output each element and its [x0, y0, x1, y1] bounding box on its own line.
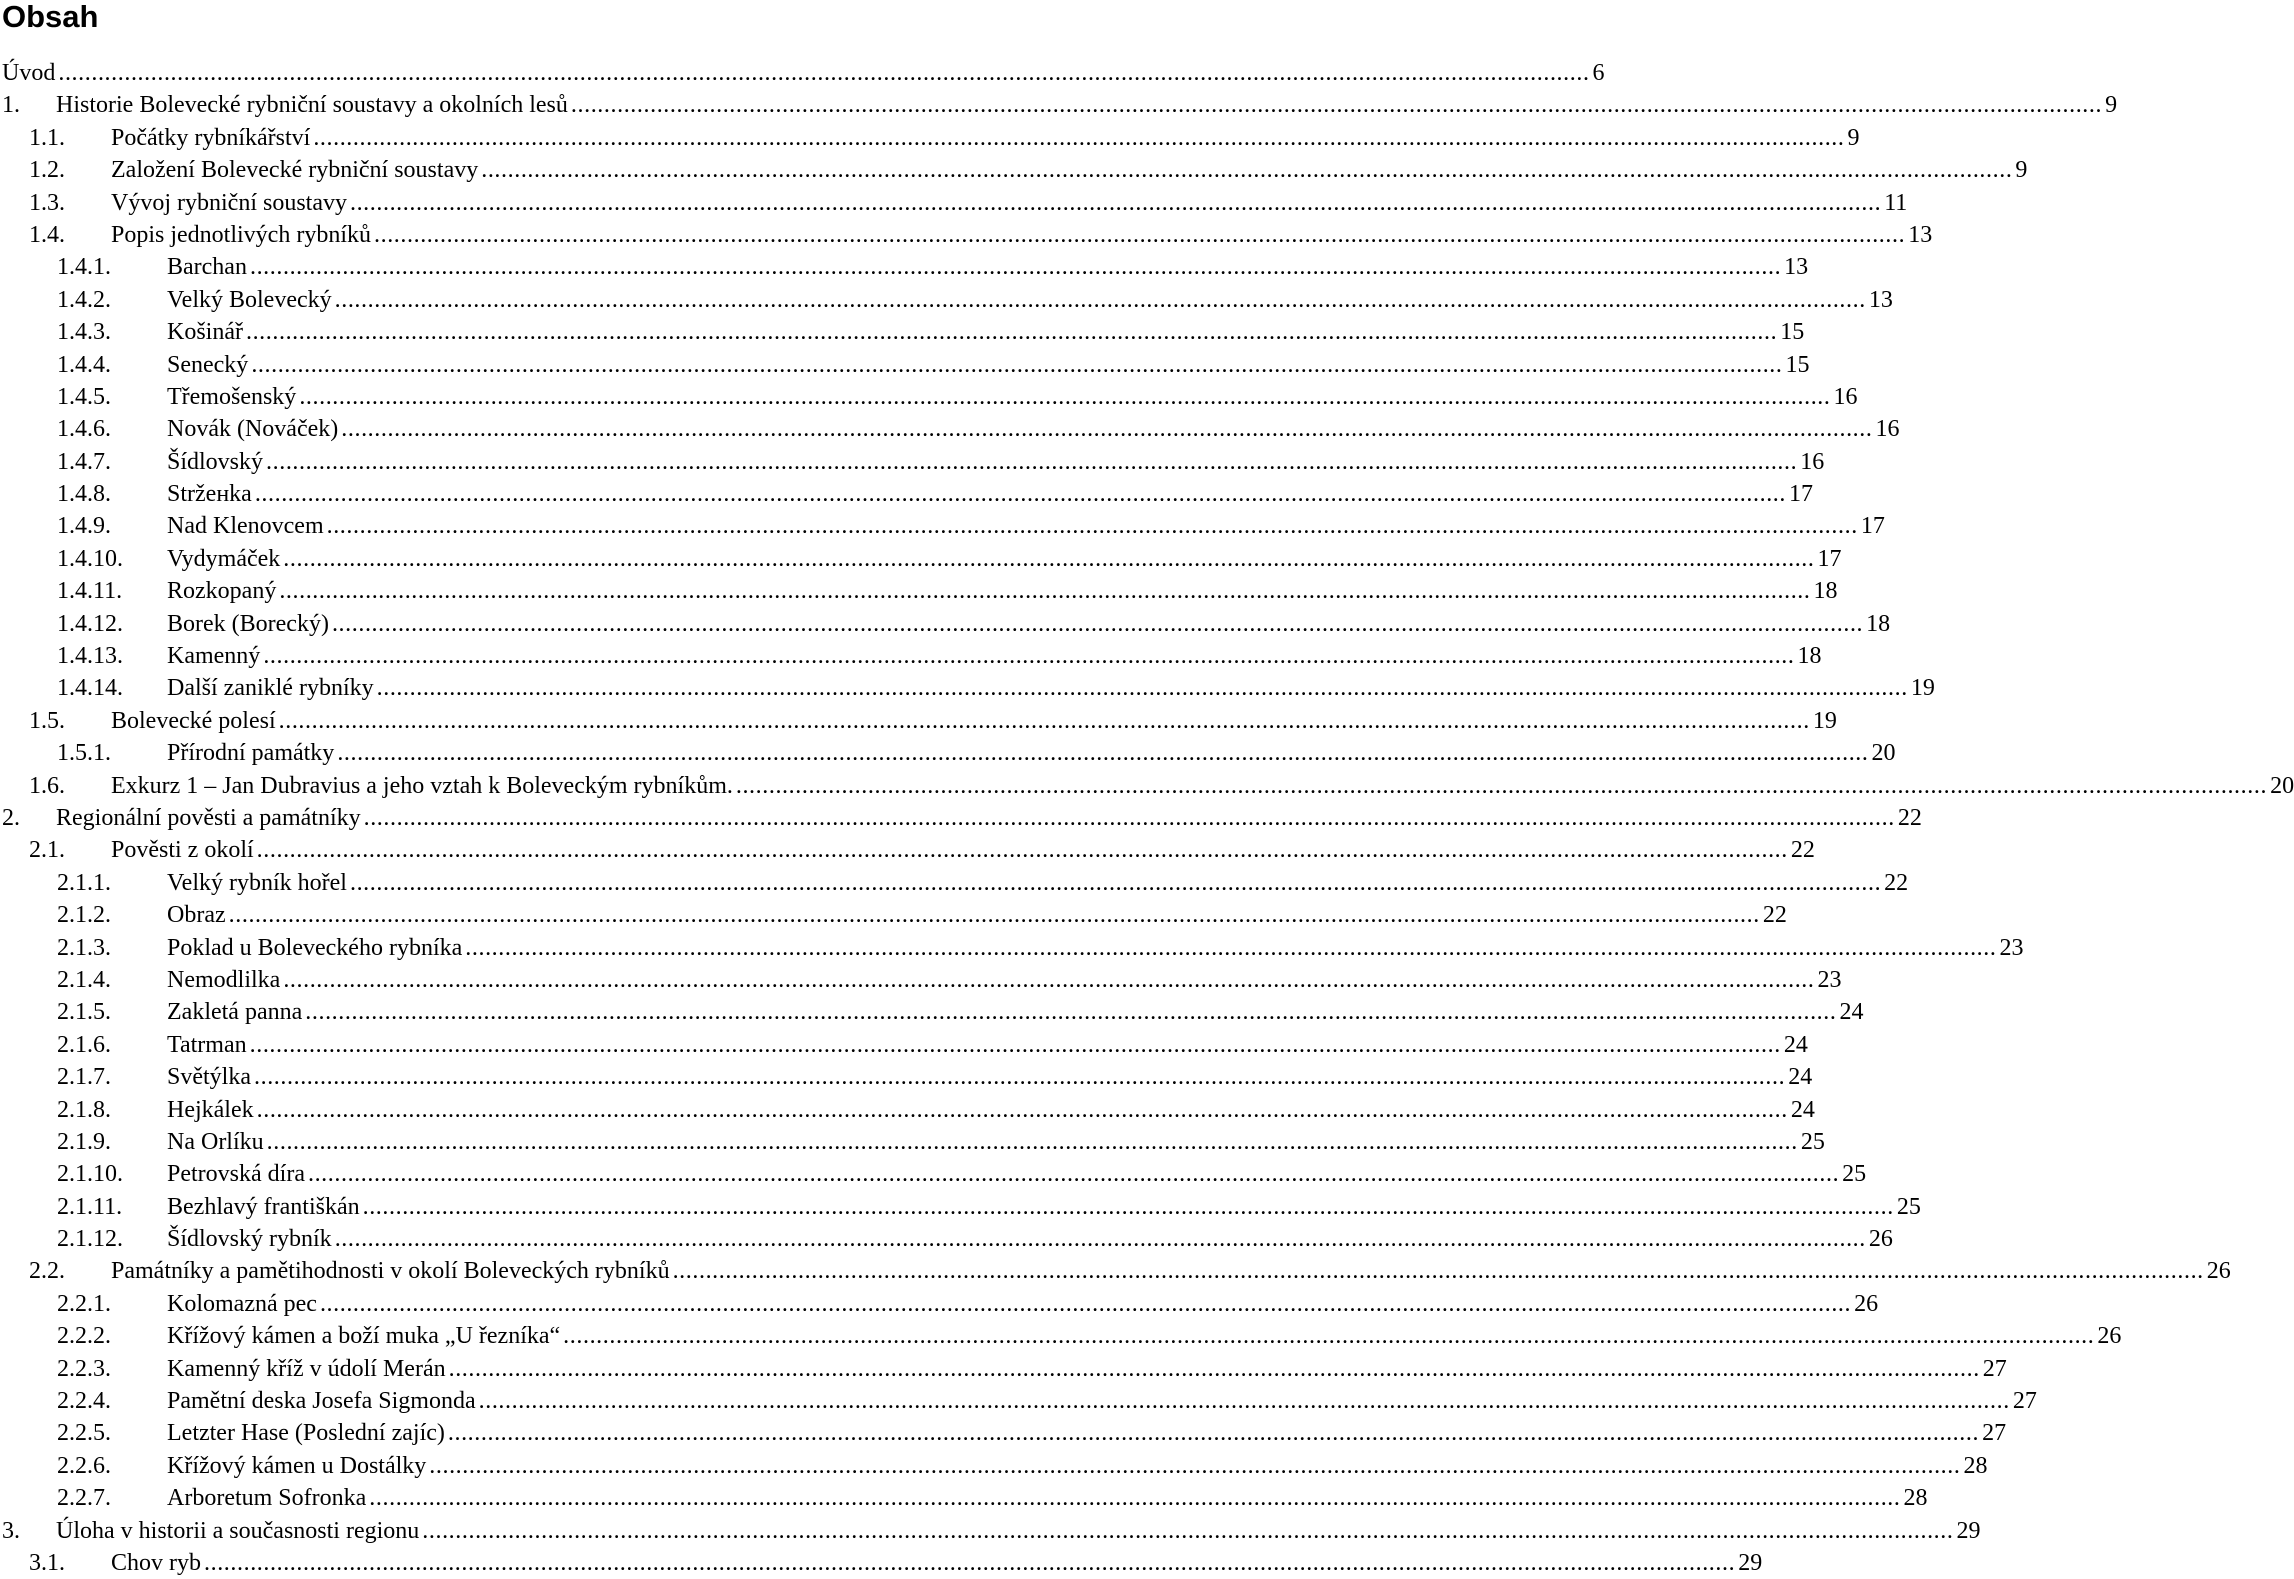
- toc-entry-leader: [111, 1547, 1763, 1579]
- toc-entry-leader: [111, 770, 2294, 802]
- toc-entry-leader: [167, 1417, 2007, 1449]
- toc-entry[interactable]: [0, 1353, 2007, 1385]
- toc-entry-title: Poklad u Boleveckého rybníka: [167, 934, 463, 961]
- dot-leader: ........................................................................................................................................................................................................................................: [283, 966, 1815, 993]
- toc-entry-title: Pověsti z okolí: [111, 837, 254, 864]
- toc-entry-title: Novák (Nováček): [167, 416, 339, 443]
- toc-entry-title: Popis jednotlivých rybníků: [111, 221, 371, 248]
- toc-entry-title: Křížový kámen u Dostálky: [167, 1452, 427, 1479]
- toc-entry-leader: [111, 219, 1933, 251]
- toc-entry-title: Přírodní památky: [167, 740, 335, 767]
- toc-entry-page: 25: [1842, 1161, 1867, 1188]
- toc-entry-number: 2.1.2.: [57, 902, 111, 929]
- toc-entry-page: 9: [2105, 92, 2118, 119]
- toc-entry-page: 17: [1860, 513, 1885, 540]
- toc-entry-leader: [167, 284, 1893, 316]
- toc-entry-number: 1.: [2, 92, 20, 119]
- toc-entry-leader: [2, 57, 1605, 89]
- toc-entry-leader: [167, 1191, 1921, 1223]
- toc-entry[interactable]: [0, 251, 1809, 283]
- dot-leader: ........................................................................................................................................................................................................................................: [447, 1420, 1980, 1447]
- toc-entry[interactable]: [0, 1158, 1867, 1190]
- toc-entry[interactable]: [0, 1255, 2231, 1287]
- toc-entry[interactable]: [0, 1094, 1815, 1126]
- dot-leader: ........................................................................................................................................................................................................................................: [263, 643, 1795, 670]
- dot-leader: ........................................................................................................................................................................................................................................: [341, 416, 1873, 443]
- toc-entry-leader: [167, 1061, 1813, 1093]
- dot-leader: ........................................................................................................................................................................................................................................: [307, 1161, 1840, 1188]
- toc-entry-title: Košinář: [167, 319, 243, 346]
- toc-entry-number: 2.1.10.: [57, 1161, 123, 1188]
- toc-entry-title: Petrovská díra: [167, 1161, 305, 1188]
- toc-entry-leader: [167, 867, 1909, 899]
- toc-entry-number: 3.1.: [29, 1549, 65, 1576]
- toc-entry[interactable]: [0, 413, 1900, 445]
- toc-entry-title: Památníky a pamětihodnosti v okolí Boleveckých rybníků: [111, 1258, 670, 1285]
- dot-leader: ........................................................................................................................................................................................................................................: [363, 804, 1895, 831]
- toc-entry-title: Arboretum Sofronka: [167, 1485, 367, 1512]
- toc-entry-leader: [167, 640, 1822, 672]
- toc-entry-number: 1.5.1.: [57, 740, 111, 767]
- toc-entry-title: Třemošenský: [167, 383, 297, 410]
- toc-entry-leader: [56, 1515, 1981, 1547]
- dot-leader: ........................................................................................................................................................................................................................................: [422, 1517, 1954, 1544]
- toc-entry-title: Velký Bolevecký: [167, 286, 332, 313]
- toc-entry-page: 13: [1908, 221, 1933, 248]
- toc-entry-page: 24: [1790, 1096, 1815, 1123]
- dot-leader: ........................................................................................................................................................................................................................................: [249, 254, 1782, 281]
- toc-entry-page: 11: [1884, 189, 1908, 216]
- toc-entry-number: 2.1.5.: [57, 999, 111, 1026]
- toc-entry-page: 15: [1780, 319, 1805, 346]
- toc-entry-title: Světýlka: [167, 1064, 251, 1091]
- toc-entry-title: Šídlovský rybník: [167, 1226, 332, 1253]
- dot-leader: ........................................................................................................................................................................................................................................: [256, 837, 1788, 864]
- dot-leader: ........................................................................................................................................................................................................................................: [369, 1485, 1901, 1512]
- toc-entry[interactable]: [0, 1417, 2007, 1449]
- toc-entry-title: Šídlovský: [167, 448, 264, 475]
- toc-entry[interactable]: [0, 543, 1842, 575]
- toc-entry-title: Pamětní deska Josefa Sigmonda: [167, 1388, 476, 1415]
- toc-entry[interactable]: [0, 1482, 1928, 1514]
- toc-entry-leader: [167, 251, 1809, 283]
- toc-entry-number: 2.1.4.: [57, 966, 111, 993]
- toc-entry-leader: [167, 608, 1891, 640]
- toc-entry-leader: [111, 122, 1860, 154]
- toc-entry-number: 2.2.: [29, 1258, 65, 1285]
- toc-entry-title: Křížový kámen a boží muka „U řezníka“: [167, 1323, 561, 1350]
- toc-entry-number: 1.1.: [29, 124, 65, 151]
- toc-entry[interactable]: [0, 1320, 2122, 1352]
- dot-leader: ........................................................................................................................................................................................................................................: [254, 1064, 1786, 1091]
- dot-leader: ........................................................................................................................................................................................................................................: [481, 157, 2013, 184]
- toc-entry-page: 20: [1871, 740, 1896, 767]
- toc-entry-number: 1.4.9.: [57, 513, 111, 540]
- toc-entry-number: 2.2.2.: [57, 1323, 111, 1350]
- toc-entry[interactable]: [0, 737, 1896, 769]
- toc-entry-number: 1.4.13.: [57, 643, 123, 670]
- toc-entry[interactable]: [0, 1061, 1813, 1093]
- toc-entry-page: 17: [1789, 481, 1814, 508]
- toc-entry-leader: [167, 1450, 1988, 1482]
- toc-entry[interactable]: [0, 802, 1922, 834]
- toc-entry-page: 24: [1839, 999, 1864, 1026]
- toc-entry-title: Nemodlilka: [167, 966, 281, 993]
- toc-entry-page: 28: [1963, 1452, 1988, 1479]
- toc-entry-leader: [167, 1482, 1928, 1514]
- toc-entry-title: Na Orlíku: [167, 1128, 264, 1155]
- toc-entry-leader: [111, 187, 1908, 219]
- toc-entry-title: Zakletá panna: [167, 999, 303, 1026]
- toc-entry-page: 16: [1833, 383, 1858, 410]
- toc-entry[interactable]: [0, 705, 1837, 737]
- toc-entry-title: Bezhlavý františkán: [167, 1193, 360, 1220]
- dot-leader: ........................................................................................................................................................................................................................................: [465, 934, 1997, 961]
- toc-entry-title: Exkurz 1 – Jan Dubravius a jeho vztah k Boleveckým rybníkům.: [111, 772, 733, 799]
- toc-entry-number: 2.1.6.: [57, 1031, 111, 1058]
- toc-entry-page: 27: [1982, 1420, 2007, 1447]
- dot-leader: ........................................................................................................................................................................................................................................: [266, 448, 1798, 475]
- dot-leader: ........................................................................................................................................................................................................................................: [251, 351, 1783, 378]
- toc-entry[interactable]: [0, 1385, 2037, 1417]
- toc-entry-leader: [111, 1255, 2231, 1287]
- dot-leader: ........................................................................................................................................................................................................................................: [305, 999, 1837, 1026]
- toc-entry[interactable]: [0, 510, 1885, 542]
- toc-entry-title: Barchan: [167, 254, 247, 281]
- toc-entry-page: 22: [1762, 902, 1787, 929]
- dot-leader: ........................................................................................................................................................................................................................................: [249, 1031, 1781, 1058]
- toc-entry[interactable]: [0, 478, 1814, 510]
- table-of-contents: [0, 57, 2294, 1579]
- toc-entry-page: 27: [1982, 1355, 2007, 1382]
- toc-entry-page: 18: [1813, 578, 1838, 605]
- toc-entry-number: 1.4.4.: [57, 351, 111, 378]
- dot-leader: ........................................................................................................................................................................................................................................: [563, 1323, 2095, 1350]
- toc-entry-title: Historie Bolevecké rybniční soustavy a okolních lesů: [56, 92, 568, 119]
- toc-entry-page: 18: [1797, 643, 1822, 670]
- toc-entry-title: Kolomazná pec: [167, 1290, 317, 1317]
- toc-entry-title: Úvod: [2, 60, 56, 86]
- toc-entry-page: 22: [1897, 804, 1922, 831]
- toc-entry-number: 2.1.11.: [57, 1193, 123, 1220]
- toc-entry-title: Založení Bolevecké rybniční soustavy: [111, 157, 479, 184]
- dot-leader: ........................................................................................................................................................................................................................................: [334, 286, 1866, 313]
- toc-entry[interactable]: [0, 996, 1864, 1028]
- toc-entry-page: 28: [1903, 1485, 1928, 1512]
- toc-entry-page: 26: [2206, 1258, 2231, 1285]
- toc-entry-page: 25: [1896, 1193, 1921, 1220]
- toc-entry-page: 27: [2012, 1388, 2037, 1415]
- toc-entry-leader: [167, 510, 1885, 542]
- toc-entry-leader: [167, 1385, 2037, 1417]
- toc-entry[interactable]: [0, 89, 2118, 121]
- toc-entry-number: 2.2.6.: [57, 1452, 111, 1479]
- toc-entry[interactable]: [0, 1547, 1763, 1579]
- toc-entry-number: 1.4.7.: [57, 448, 111, 475]
- toc-entry-title: Letzter Hase (Poslední zajíc): [167, 1420, 445, 1447]
- toc-entry[interactable]: [0, 1450, 1988, 1482]
- toc-entry[interactable]: [0, 219, 1933, 251]
- toc-entry-number: 1.4.5.: [57, 383, 111, 410]
- toc-entry-number: 1.4.11.: [57, 578, 123, 605]
- toc-entry-leader: [167, 1320, 2122, 1352]
- toc-entry-page: 15: [1785, 351, 1810, 378]
- toc-entry-number: 2.2.5.: [57, 1420, 111, 1447]
- toc-entry-number: 1.4.3.: [57, 319, 111, 346]
- toc-entry-title: Další zaniklé rybníky: [167, 675, 374, 702]
- toc-entry-title: Chov ryb: [111, 1549, 201, 1576]
- toc-entry[interactable]: [0, 57, 1605, 89]
- dot-leader: ........................................................................................................................................................................................................................................: [279, 578, 1811, 605]
- toc-entry[interactable]: [0, 672, 1935, 704]
- toc-entry-number: 1.4.1.: [57, 254, 111, 281]
- toc-entry-number: 1.6.: [29, 772, 65, 799]
- toc-entry-number: 2.1.12.: [57, 1226, 123, 1253]
- dot-leader: ........................................................................................................................................................................................................................................: [374, 221, 1906, 248]
- toc-entry-leader: [167, 1353, 2007, 1385]
- toc-entry-title: Kamenný kříž v údolí Merán: [167, 1355, 446, 1382]
- dot-leader: ........................................................................................................................................................................................................................................: [337, 740, 1869, 767]
- toc-entry[interactable]: [0, 932, 2024, 964]
- dot-leader: ........................................................................................................................................................................................................................................: [478, 1388, 2010, 1415]
- toc-entry-leader: [167, 413, 1900, 445]
- toc-entry-number: 1.3.: [29, 189, 65, 216]
- dot-leader: ........................................................................................................................................................................................................................................: [299, 383, 1831, 410]
- dot-leader: ........................................................................................................................................................................................................................................: [204, 1549, 1736, 1576]
- dot-leader: ........................................................................................................................................................................................................................................: [362, 1193, 1894, 1220]
- toc-entry-page: 9: [2015, 157, 2028, 184]
- toc-entry[interactable]: [0, 899, 1787, 931]
- toc-entry-number: 1.2.: [29, 157, 65, 184]
- toc-entry[interactable]: [0, 1288, 1879, 1320]
- toc-entry-title: Hejkálek: [167, 1096, 254, 1123]
- toc-entry-title: Senecký: [167, 351, 249, 378]
- dot-leader: ........................................................................................................................................................................................................................................: [376, 675, 1908, 702]
- toc-entry-title: Obraz: [167, 902, 226, 929]
- dot-leader: ........................................................................................................................................................................................................................................: [245, 319, 1778, 346]
- toc-entry-leader: [167, 316, 1805, 348]
- dot-leader: ........................................................................................................................................................................................................................................: [349, 869, 1882, 896]
- toc-entry-title: Vývoj rybniční soustavy: [111, 189, 347, 216]
- toc-entry-leader: [167, 1223, 1893, 1255]
- toc-entry-leader: [167, 996, 1864, 1028]
- dot-leader: ........................................................................................................................................................................................................................................: [283, 545, 1815, 572]
- toc-entry-title: Rozkopaný: [167, 578, 277, 605]
- toc-entry-number: 3.: [2, 1517, 20, 1544]
- toc-entry-number: 2.1.8.: [57, 1096, 111, 1123]
- dot-leader: ........................................................................................................................................................................................................................................: [256, 1096, 1788, 1123]
- toc-entry[interactable]: [0, 1223, 1893, 1255]
- toc-entry[interactable]: [0, 122, 1860, 154]
- toc-entry-title: Kamenný: [167, 643, 261, 670]
- toc-entry[interactable]: [0, 770, 2294, 802]
- toc-entry-number: 2.1.1.: [57, 869, 111, 896]
- toc-entry[interactable]: [0, 316, 1805, 348]
- dot-leader: ........................................................................................................................................................................................................................................: [326, 513, 1858, 540]
- toc-entry-leader: [167, 575, 1838, 607]
- toc-entry[interactable]: [0, 608, 1891, 640]
- toc-entry-leader: [167, 1126, 1825, 1158]
- toc-entry-leader: [111, 154, 2028, 186]
- toc-entry-number: 1.4.10.: [57, 545, 123, 572]
- dot-leader: ........................................................................................................................................................................................................................................: [735, 772, 2268, 799]
- dot-leader: ........................................................................................................................................................................................................................................: [313, 124, 1845, 151]
- toc-entry[interactable]: [0, 964, 1842, 996]
- toc-entry-title: Regionální pověsti a památníky: [56, 804, 361, 831]
- dot-leader: ........................................................................................................................................................................................................................................: [334, 1226, 1866, 1253]
- dot-leader: ........................................................................................................................................................................................................................................: [254, 481, 1787, 508]
- toc-entry-number: 1.4.14.: [57, 675, 123, 702]
- toc-entry-page: 23: [1817, 966, 1842, 993]
- toc-entry[interactable]: [0, 381, 1858, 413]
- toc-entry-page: 29: [1956, 1517, 1981, 1544]
- toc-entry-page: 13: [1784, 254, 1809, 281]
- dot-leader: ........................................................................................................................................................................................................................................: [228, 902, 1760, 929]
- toc-entry-page: 19: [1910, 675, 1935, 702]
- toc-entry-page: 16: [1800, 448, 1825, 475]
- toc-entry-leader: [167, 737, 1896, 769]
- toc-entry-leader: [167, 932, 2024, 964]
- toc-entry[interactable]: [0, 349, 1810, 381]
- toc-entry-number: 2.1.7.: [57, 1064, 111, 1091]
- toc-entry-leader: [167, 672, 1935, 704]
- toc-entry-page: 29: [1738, 1549, 1763, 1576]
- toc-entry[interactable]: [0, 640, 1822, 672]
- toc-entry[interactable]: [0, 1515, 1981, 1547]
- toc-entry-page: 24: [1783, 1031, 1808, 1058]
- toc-entry-page: 18: [1866, 610, 1891, 637]
- toc-entry-number: 1.4.12.: [57, 610, 123, 637]
- toc-entry-leader: [167, 349, 1810, 381]
- toc-entry-number: 2.: [2, 804, 20, 831]
- toc-entry-leader: [56, 802, 1922, 834]
- toc-entry-title: Tatrman: [167, 1031, 247, 1058]
- toc-entry[interactable]: [0, 1029, 1808, 1061]
- toc-entry-number: 2.2.7.: [57, 1485, 111, 1512]
- dot-leader: ........................................................................................................................................................................................................................................: [319, 1290, 1852, 1317]
- page-title: Obsah: [2, 0, 99, 34]
- toc-entry-page: 6: [1592, 60, 1605, 86]
- toc-entry-leader: [167, 1158, 1867, 1190]
- toc-entry[interactable]: [0, 446, 1825, 478]
- dot-leader: ........................................................................................................................................................................................................................................: [331, 610, 1864, 637]
- toc-entry-number: 2.1.9.: [57, 1128, 111, 1155]
- toc-entry-title: Bolevecké polesí: [111, 707, 276, 734]
- toc-entry-page: 26: [1854, 1290, 1879, 1317]
- toc-entry-page: 22: [1884, 869, 1909, 896]
- toc-entry[interactable]: [0, 187, 1908, 219]
- toc-entry[interactable]: [0, 575, 1838, 607]
- toc-entry-leader: [167, 478, 1814, 510]
- toc-entry-number: 2.2.1.: [57, 1290, 111, 1317]
- toc-entry-number: 1.4.8.: [57, 481, 111, 508]
- toc-entry-page: 19: [1812, 707, 1837, 734]
- toc-entry[interactable]: [0, 154, 2028, 186]
- dot-leader: ........................................................................................................................................................................................................................................: [266, 1128, 1798, 1155]
- toc-entry-page: 17: [1817, 545, 1842, 572]
- toc-entry-page: 23: [1999, 934, 2024, 961]
- toc-entry[interactable]: [0, 284, 1893, 316]
- toc-entry-leader: [167, 899, 1787, 931]
- dot-leader: ........................................................................................................................................................................................................................................: [349, 189, 1882, 216]
- toc-entry[interactable]: [0, 1191, 1921, 1223]
- toc-entry-page: 24: [1788, 1064, 1813, 1091]
- toc-entry[interactable]: [0, 834, 1815, 866]
- toc-entry-page: 25: [1800, 1128, 1825, 1155]
- toc-entry-page: 16: [1875, 416, 1900, 443]
- toc-entry-title: Borek (Borecký): [167, 610, 329, 637]
- toc-entry-number: 2.2.3.: [57, 1355, 111, 1382]
- toc-entry[interactable]: [0, 867, 1909, 899]
- toc-entry-page: 13: [1868, 286, 1893, 313]
- toc-entry-page: 26: [1868, 1226, 1893, 1253]
- toc-entry-page: 9: [1847, 124, 1860, 151]
- toc-entry-number: 1.5.: [29, 707, 65, 734]
- toc-entry-leader: [167, 1094, 1815, 1126]
- toc-entry-number: 2.1.: [29, 837, 65, 864]
- toc-entry-leader: [111, 705, 1837, 737]
- toc-entry-leader: [111, 834, 1815, 866]
- toc-entry-title: Počátky rybníkářství: [111, 124, 311, 151]
- toc-entry-leader: [56, 89, 2118, 121]
- toc-entry-number: 1.4.2.: [57, 286, 111, 313]
- toc-entry-leader: [167, 964, 1842, 996]
- dot-leader: ........................................................................................................................................................................................................................................: [278, 707, 1810, 734]
- toc-entry-leader: [167, 1288, 1879, 1320]
- toc-entry-title: Nad Klenovcem: [167, 513, 324, 540]
- toc-entry-page: 20: [2270, 772, 2294, 799]
- dot-leader: ........................................................................................................................................................................................................................................: [570, 92, 2103, 119]
- toc-entry[interactable]: [0, 1126, 1825, 1158]
- toc-entry-number: 2.1.3.: [57, 934, 111, 961]
- toc-entry-page: 22: [1790, 837, 1815, 864]
- toc-entry-number: 1.4.6.: [57, 416, 111, 443]
- toc-entry-leader: [167, 446, 1825, 478]
- dot-leader: ........................................................................................................................................................................................................................................: [672, 1258, 2204, 1285]
- toc-entry-leader: [167, 543, 1842, 575]
- dot-leader: ........................................................................................................................................................................................................................................: [58, 60, 1590, 86]
- dot-leader: ........................................................................................................................................................................................................................................: [429, 1452, 1961, 1479]
- toc-entry-title: Úloha v historii a současnosti regionu: [56, 1517, 420, 1544]
- toc-entry-title: Velký rybník hořel: [167, 869, 347, 896]
- toc-entry-number: 2.2.4.: [57, 1388, 111, 1415]
- toc-entry-page: 26: [2097, 1323, 2122, 1350]
- toc-entry-leader: [167, 1029, 1808, 1061]
- toc-entry-leader: [167, 381, 1858, 413]
- toc-entry-number: 1.4.: [29, 221, 65, 248]
- toc-entry-title: Stržенka: [167, 481, 252, 508]
- toc-entry-title: Vydymáček: [167, 545, 281, 572]
- dot-leader: ........................................................................................................................................................................................................................................: [448, 1355, 1980, 1382]
